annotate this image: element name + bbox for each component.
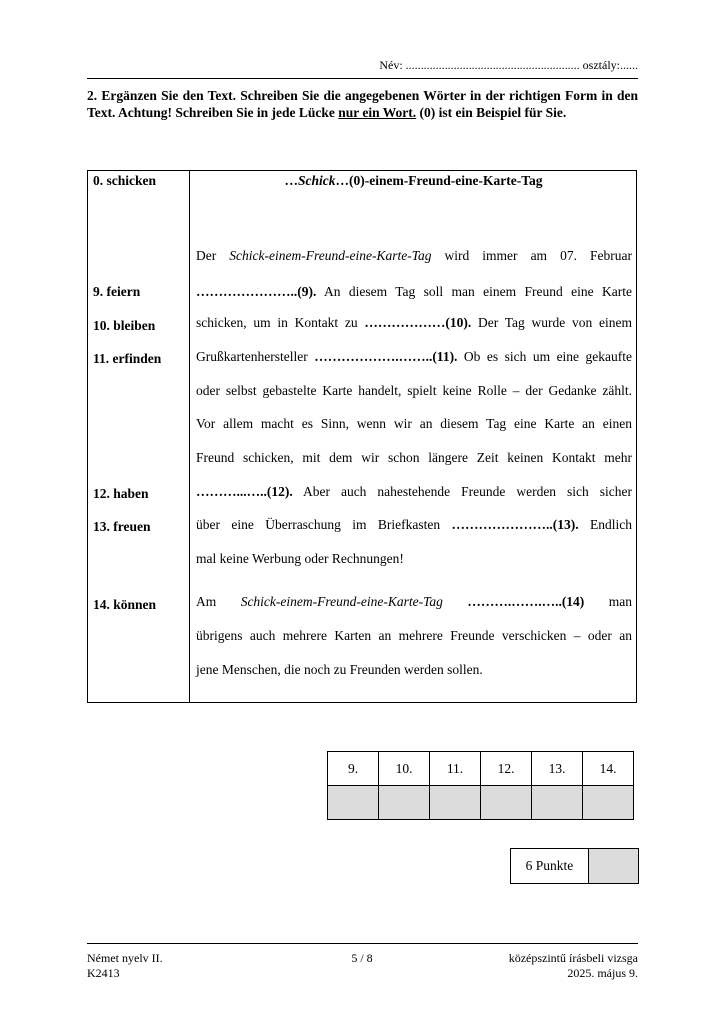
- answer-input-row: [328, 786, 634, 820]
- answer-box-13[interactable]: [532, 786, 583, 820]
- table-column-divider: [189, 170, 190, 703]
- word-12: 12. haben: [93, 486, 149, 501]
- text-line: über eine Überraschung im Briefkasten …………………..(13). Endlich: [196, 517, 632, 532]
- text-line: ………...…..(12). Aber auch nahestehende Freunde werden sich sicher: [196, 484, 632, 499]
- name-label: Név:: [379, 58, 403, 72]
- class-label: osztály:: [582, 58, 620, 72]
- text-line: oder selbst gebastelte Karte handelt, spielt keine Rolle – der Gedanke zählt.: [196, 383, 632, 398]
- answer-box-12[interactable]: [481, 786, 532, 820]
- task-instruction: 2. Ergänzen Sie den Text. Schreiben Sie die angegebenen Wörter in der richtigen Form in den Text. Achtung! Schreiben Sie in jede Lücke nur ein Wort. (0) ist ein Beispiel für Sie.: [87, 88, 638, 120]
- word-10: 10. bleiben: [93, 318, 156, 333]
- answer-box-11[interactable]: [430, 786, 481, 820]
- word-13: 13. freuen: [93, 519, 151, 534]
- name-field[interactable]: ..........................................................: [405, 58, 580, 72]
- instruction-emphasis: nur ein Wort.: [338, 105, 417, 120]
- answer-box-9[interactable]: [328, 786, 379, 820]
- points-label: 6 Punkte: [511, 849, 589, 884]
- points-box: [510, 848, 639, 884]
- student-info-line: [87, 58, 638, 73]
- text-line: Freund schicken, mit dem wir schon längere Zeit keinen Kontakt mehr: [196, 450, 632, 465]
- text-line: Vor allem macht es Sinn, wenn wir an diesem Tag eine Karte an einen: [196, 416, 632, 431]
- answer-box-14[interactable]: [583, 786, 634, 820]
- word-9: 9. feiern: [93, 284, 141, 299]
- footer-rule: [87, 943, 638, 944]
- text-line: …………………..(9). An diesem Tag soll man einem Freund eine Karte: [196, 284, 632, 299]
- answer-header: 10.: [379, 752, 430, 786]
- text-line: jene Menschen, die noch zu Freunden werden sollen.: [196, 662, 483, 677]
- footer-exam: középszintű írásbeli vizsga: [508, 951, 638, 965]
- class-field[interactable]: ......: [620, 58, 638, 72]
- footer-date: 2025. május 9.: [567, 966, 638, 980]
- word-11: 11. erfinden: [93, 351, 162, 366]
- gap-9[interactable]: …………………..(9).: [196, 284, 317, 299]
- answer-header: 14.: [583, 752, 634, 786]
- word-14: 14. können: [93, 597, 157, 612]
- answer-box-10[interactable]: [379, 786, 430, 820]
- gap-11[interactable]: ……………….……..(11).: [314, 349, 458, 364]
- header-rule: [87, 78, 638, 79]
- footer-code: K2413: [87, 966, 120, 980]
- page-number: 5 / 8: [351, 951, 373, 965]
- text-line: mal keine Werbung oder Rechnungen!: [196, 551, 404, 566]
- text-line: Grußkartenhersteller ……………….……..(11). Ob es sich um eine gekaufte: [196, 349, 633, 364]
- gap-10[interactable]: ………………(10).: [364, 315, 472, 330]
- text-line: Der Schick-einem-Freund-eine-Karte-Tag wird immer am 07. Februar: [196, 248, 632, 263]
- gap-14[interactable]: ……….…….…..(14): [442, 594, 585, 609]
- answer-header: 13.: [532, 752, 583, 786]
- footer-subject: Német nyelv II.: [87, 951, 163, 965]
- answer-header: 12.: [481, 752, 532, 786]
- footer-right: [438, 951, 638, 981]
- text-title: …Schick…(0)-einem-Freund-eine-Karte-Tag: [284, 173, 543, 188]
- footer-left: [87, 951, 163, 981]
- text-line: übrigens auch mehrere Karten an mehrere Freunde verschicken – oder an: [196, 628, 632, 643]
- text-line: Am Schick-einem-Freund-eine-Karte-Tag ……….…….…..(14) man: [196, 594, 632, 609]
- answer-grid: [327, 751, 634, 820]
- points-input[interactable]: [589, 849, 639, 884]
- word-0: 0. schicken: [93, 173, 157, 188]
- gap-12[interactable]: ………...…..(12).: [196, 484, 293, 499]
- gap-13[interactable]: …………………..(13).: [451, 517, 579, 532]
- answer-header-row: [328, 752, 634, 786]
- text-line: schicken, um in Kontakt zu ………………(10). Der Tag wurde von einem: [196, 315, 633, 330]
- answer-header: 9.: [328, 752, 379, 786]
- answer-header: 11.: [430, 752, 481, 786]
